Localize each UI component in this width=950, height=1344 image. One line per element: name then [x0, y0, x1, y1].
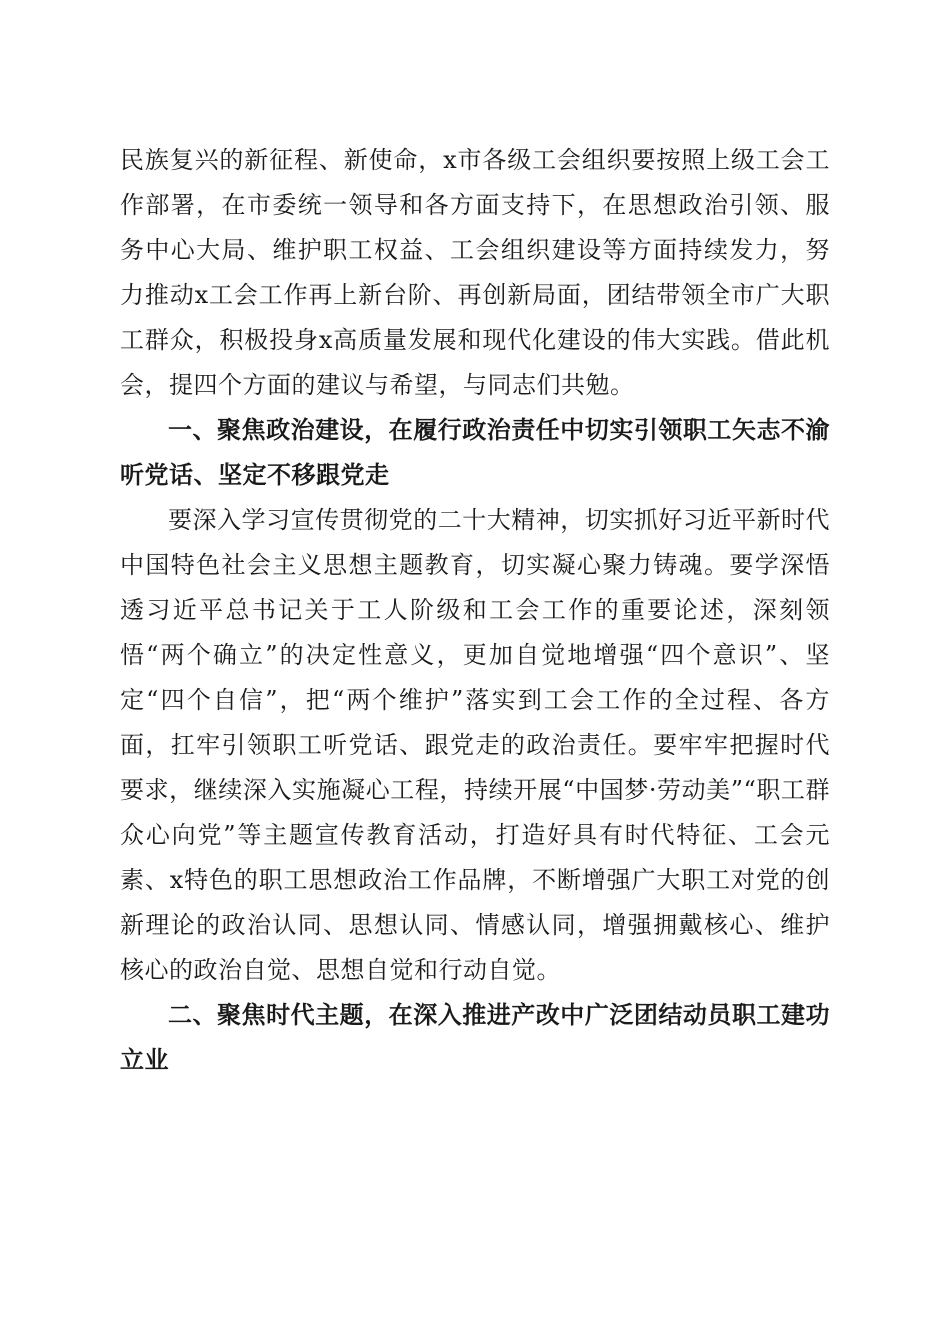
section-heading-1: 一、聚焦政治建设，在履行政治责任中切实引领职工矢志不渝听党话、坚定不移跟党走 [120, 416, 830, 489]
document-body [120, 138, 830, 1083]
section-heading-2: 二、聚焦时代主题，在深入推进产改中广泛团结动员职工建功立业 [120, 1001, 830, 1074]
intro-paragraph: 民族复兴的新征程、新使命，x市各级工会组织要按照上级工会工作部署，在市委统一领导和各方面支持下，在思想政治引领、服务中心大局、维护职工权益、工会组织建设等方面持续发力，努力推动x工会工作再上新台阶、再创新局面，团结带领全市广大职工群众，积极投身x高质量发展和现代化建设的伟大实践。借此机会，提四个方面的建议与希望，与同志们共勉。 [120, 146, 830, 399]
section-1-paragraph: 要深入学习宣传贯彻党的二十大精神，切实抓好习近平新时代中国特色社会主义思想主题教育，切实凝心聚力铸魂。要学深悟透习近平总书记关于工人阶级和工会工作的重要论述，深刻领悟“两个确立”的决定性意义，更加自觉地增强“四个意识”、坚定“四个自信”，把“两个维护”落实到工会工作的全过程、各方面，扛牢引领职工听党话、跟党走的政治责任。要牢牢把握时代要求，继续深入实施凝心工程，持续开展“中国梦·劳动美”“职工群众心向党”等主题宣传教育活动，打造好具有时代特征、工会元素、x特色的职工思想政治工作品牌，不断增强广大职工对党的创新理论的政治认同、思想认同、情感认同，增强拥戴核心、维护核心的政治自觉、思想自觉和行动自觉。 [120, 506, 830, 984]
